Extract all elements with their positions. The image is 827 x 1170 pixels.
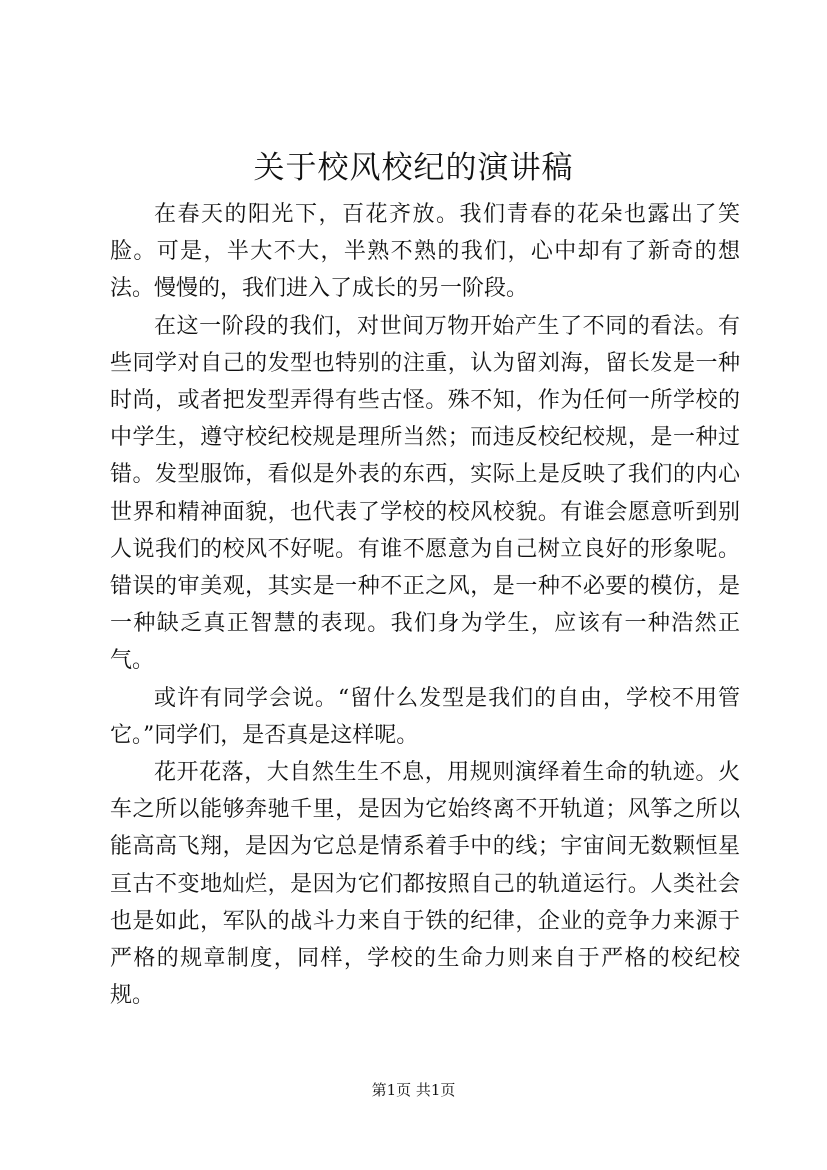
document-body [110, 196, 740, 1014]
page-footer: 第1页 共1页 [371, 1081, 456, 1099]
paragraph-1: 在春天的阳光下，百花齐放。我们青春的花朵也露出了笑脸。可是，半大不大，半熟不熟的我们，心中却有了新奇的想法。慢慢的，我们进入了成长的另一阶段。 [110, 202, 740, 302]
paragraph-4: 花开花落，大自然生生不息，用规则演绎着生命的轨迹。火车之所以能够奔驰千里，是因为它始终离不开轨道；风筝之所以能高高飞翔，是因为它总是情系着手中的线；宇宙间无数颗恒星亘古不变地灿烂，是因为它们都按照自己的轨道运行。人类社会也是如此，军队的战斗力来自于铁的纪律，企业的竞争力来源于严格的规章制度，同样，学校的生命力则来自于严格的校纪校规。 [110, 760, 740, 1009]
paragraph-3: 或许有同学会说。“留什么发型是我们的自由，学校不用管它。”同学们，是否真是这样呢。 [110, 685, 740, 748]
paragraph-2: 在这一阶段的我们，对世间万物开始产生了不同的看法。有些同学对自己的发型也特别的注重，认为留刘海，留长发是一种时尚，或者把发型弄得有些古怪。殊不知，作为任何一所学校的中学生，遵守校纪校规是理所当然；而违反校纪校规，是一种过错。发型服饰，看似是外表的东西，实际上是反映了我们的内心世界和精神面貌，也代表了学校的校风校貌。有谁会愿意听到别人说我们的校风不好呢。有谁不愿意为自己树立良好的形象呢。错误的审美观，其实是一种不正之风，是一种不必要的模仿，是一种缺乏真正智慧的表现。我们身为学生，应该有一种浩然正气。 [110, 313, 740, 674]
document-title: 关于校风校纪的演讲稿 [253, 150, 574, 186]
